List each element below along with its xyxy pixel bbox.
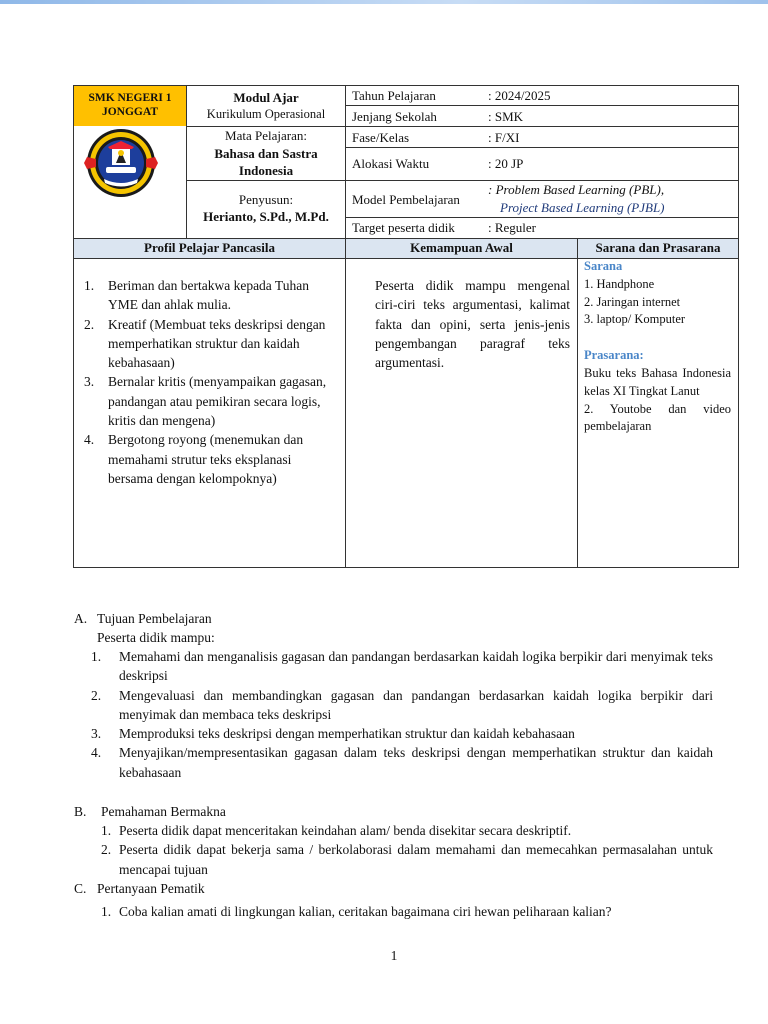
section-intro: Peserta didik mampu: [97,630,215,645]
author-name: Herianto, S.Pd., M.Pd. [203,209,329,224]
sarana-item: 1. Handphone [584,276,655,291]
info-value-tahun: : 2024/2025 [488,88,551,103]
info-value-fase: : F/XI [488,130,520,145]
school-logo-icon [82,127,160,199]
sarana-item: 3. laptop/ Komputer [584,312,686,327]
col-header-kemampuan: Kemampuan Awal [346,239,577,258]
list-item: 1. Beriman dan bertakwa kepada Tuhan YME dan ahlak mulia. [84,278,309,313]
info-value-model-2: Project Based Learning (PJBL) [500,200,665,215]
curriculum-label: Kurikulum Operasional [206,107,326,121]
top-accent-bar [0,0,768,4]
school-name: SMK NEGERI 1 JONGGAT [74,86,186,126]
info-value-jenjang: : SMK [488,109,524,124]
list-item: 3. Memproduksi teks deskripsi dengan memperhatikan struktur dan kaidah kebahasaan [91,726,575,742]
subject-label: Mata Pelajaran: [225,128,307,143]
section-marker: C. [74,881,87,896]
author-label: Penyusun: [238,192,294,207]
prasarana-title: Prasarana: [584,348,644,363]
subject-name: Bahasa dan Sastra Indonesia [214,146,318,178]
sarana-item: 2. Jaringan internet [584,294,681,309]
info-label-alokasi: Alokasi Waktu [352,156,430,171]
list-item: 4. Bergotong royong (menemukan dan memahami strutur teks eksplanasi bersama dengan kelompoknya) [84,432,304,486]
info-value-alokasi: : 20 JP [488,156,524,171]
info-label-tahun: Tahun Pelajaran [352,88,436,103]
section-list [101,821,713,879]
prasarana-text: 2. Youtobe dan video pembelajaran [584,401,731,434]
sarana-title: Sarana [584,259,623,273]
module-title: Modul Ajar [233,90,299,105]
list-item: 1. Peserta didik dapat menceritakan keindahan alam/ benda disekitar secara deskriptif. [101,823,572,838]
section-marker: B. [74,804,87,819]
section-marker: A. [74,611,88,626]
list-item: 3. Bernalar kritis (menyampaikan gagasan, pandangan atau pemikiran secara logis, kritis dan mengena) [84,374,327,429]
section-title: Pemahaman Bermakna [101,804,226,819]
profil-list [84,276,338,488]
list-item: 2. Peserta didik dapat bekerja sama / berkolaborasi dalam memahami dan memecahkan permasalahan untuk mencapai tujuan [101,842,713,877]
prasarana-text: Buku teks Bahasa Indonesia kelas XI Tingkat Lanut [584,365,731,398]
info-value-model-1: : Problem Based Learning (PBL), [488,182,665,197]
section-title: Pertanyaan Pematik [97,881,205,896]
section-title: Tujuan Pembelajaran [97,611,212,626]
list-item: 2. Mengevaluasi dan membandingkan gagasan dan pandangan berdasarkan kaidah logika berpikir dari menyimak dan membaca teks deskripsi [91,687,713,722]
section-list [101,902,713,921]
page-number: 1 [390,948,398,963]
sarana-cell [584,258,731,436]
section-list [91,647,713,782]
col-header-sarana: Sarana dan Prasarana [578,239,738,258]
list-item: 4. Menyajikan/mempresentasikan gagasan dalam teks deskripsi dengan memperhatikan struktur dan kaidah kebahasaan [91,745,713,780]
info-label-jenjang: Jenjang Sekolah [352,109,437,124]
info-label-target: Target peserta didik [352,220,455,235]
col-header-profil: Profil Pelajar Pancasila [74,239,345,258]
list-item: 1. Coba kalian amati di lingkungan kalian, ceritakan bagaimana ciri hewan peliharaan kalian? [101,904,612,919]
info-label-model: Model Pembelajaran [352,192,460,207]
list-item: 1. Memahami dan menganalisis gagasan dan pandangan berdasarkan kaidah logika berpikir dari menyimak teks deskripsi [91,649,713,684]
info-value-target: : Reguler [488,220,537,235]
list-item: 2. Kreatif (Membuat teks deskripsi dengan memperhatikan struktur dan kaidah kebahasaan) [84,316,326,371]
info-label-fase: Fase/Kelas [352,130,410,145]
kemampuan-awal-text: Peserta didik mampu mengenal ciri-ciri teks argumentasi, kalimat fakta dan opini, serta jenis-jenis pengembangan paragraf teks argumentasi. [375,278,570,371]
